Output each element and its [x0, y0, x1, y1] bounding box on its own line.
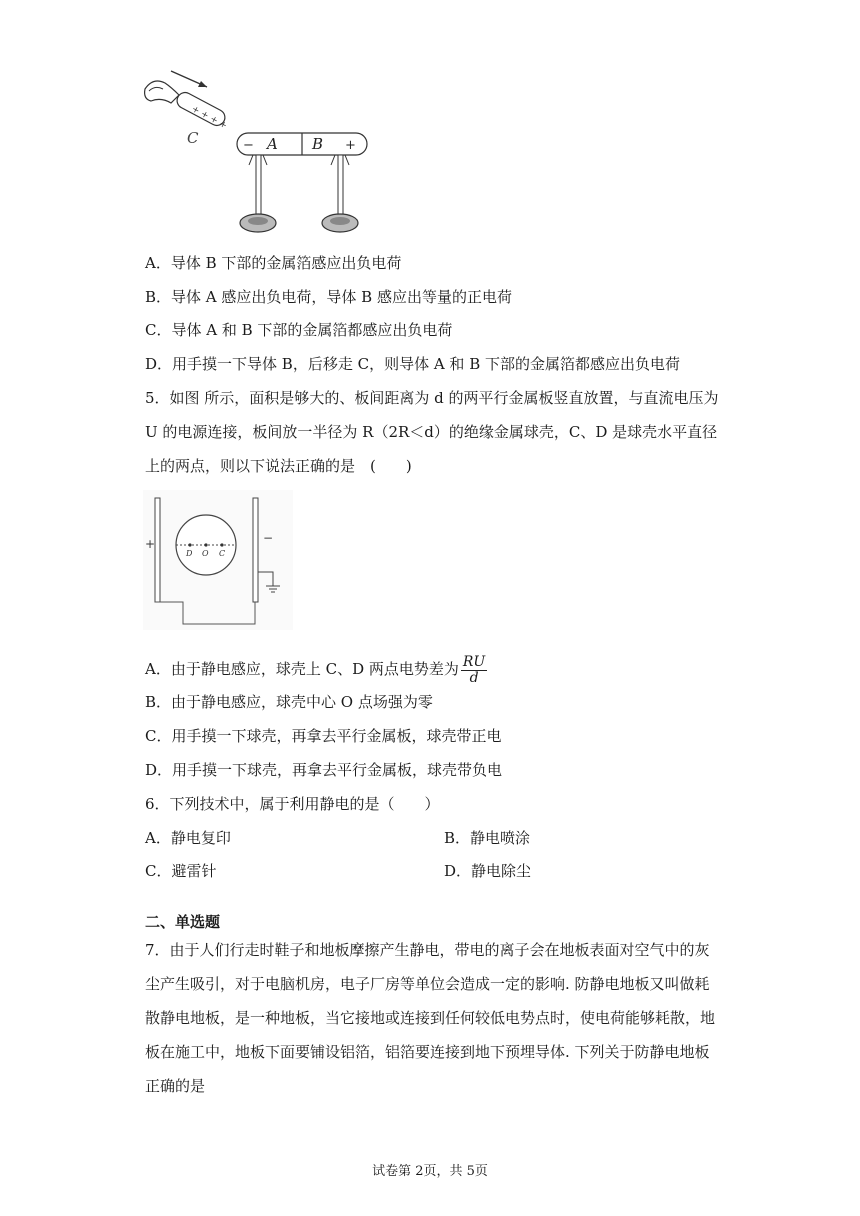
- q4-option-d: D．用手摸一下导体 B，后移走 C，则导体 A 和 B 下部的金属箔都感应出负电荷: [145, 355, 680, 373]
- fraction-numerator: RU: [462, 653, 486, 670]
- q7-stem-line-1: 7．由于人们行走时鞋子和地板摩擦产生静电，带电的离子会在地板表面对空气中的灰: [145, 941, 710, 959]
- q7-stem-line-4: 板在施工中，地板下面要铺设铝箔，铝箔要连接到地下预埋导体. 下列关于防静电地板: [145, 1043, 710, 1061]
- q4-option-c: C．导体 A 和 B 下部的金属箔都感应出负电荷: [145, 321, 453, 339]
- q7-stem-line-3: 散静电地板，是一种地板，当它接地或连接到任何较低电势点时，使电荷能够耗散，地: [145, 1009, 716, 1027]
- q5-option-a-text: A．由于静电感应，球壳上 C、D 两点电势差为: [145, 660, 459, 678]
- q6-option-c: C．避雷针: [145, 862, 217, 880]
- q6-stem: 6．下列技术中，属于利用静电的是（ ）: [145, 795, 440, 813]
- q4-option-a: A．导体 B 下部的金属箔感应出负电荷: [145, 254, 402, 272]
- q6-option-d: D．静电除尘: [444, 862, 532, 880]
- q7-stem-line-2: 尘产生吸引，对于电脑机房，电子厂房等单位会造成一定的影响. 防静电地板又叫做耗: [145, 975, 710, 993]
- q5-figure: [143, 490, 293, 630]
- plate-plus: +: [145, 537, 156, 551]
- q6-option-a: A．静电复印: [145, 829, 231, 847]
- q5-stem-line-1: 5．如图 所示，面积是够大的、板间距离为 d 的两平行金属板竖直放置，与直流电压为: [145, 389, 719, 407]
- fraction-ru-over-d: [461, 655, 487, 686]
- q4-figure: [135, 65, 375, 240]
- q5-option-c: C．用手摸一下球壳，再拿去平行金属板，球壳带正电: [145, 727, 502, 745]
- fraction-denominator: d: [469, 669, 479, 686]
- q7-stem-line-5: 正确的是: [145, 1077, 206, 1095]
- q5-stem-line-2: U 的电源连接，板间放一半径为 R（2R＜d）的绝缘金属球壳，C、D 是球壳水平直径: [145, 423, 718, 441]
- point-c-label: C: [219, 549, 226, 558]
- q5-option-b: B．由于静电感应，球壳中心 O 点场强为零: [145, 693, 433, 711]
- point-d-label: D: [186, 549, 193, 558]
- q5-option-d: D．用手摸一下球壳，再拿去平行金属板，球壳带负电: [145, 761, 503, 779]
- conductor-plus: +: [345, 138, 356, 153]
- q4-option-b: B．导体 A 感应出负电荷，导体 B 感应出等量的正电荷: [145, 288, 512, 306]
- hand-icon: [145, 81, 179, 103]
- rod-charges: + + + +: [189, 104, 229, 132]
- q5-stem-line-3: 上的两点，则以下说法正确的是 ( ): [145, 457, 412, 475]
- plate-minus: −: [263, 531, 274, 545]
- section-heading: 二、单选题: [145, 913, 221, 931]
- page-footer: 试卷第 2页，共 5页: [372, 1164, 488, 1179]
- rod-label-c: C: [187, 129, 199, 147]
- conductor-label-a: A: [267, 135, 278, 153]
- conductor-minus: −: [243, 138, 254, 153]
- point-o-label: O: [202, 549, 209, 558]
- q6-option-b: B．静电喷涂: [444, 829, 531, 847]
- q5-option-a: [145, 652, 487, 686]
- conductor-label-b: B: [312, 135, 324, 153]
